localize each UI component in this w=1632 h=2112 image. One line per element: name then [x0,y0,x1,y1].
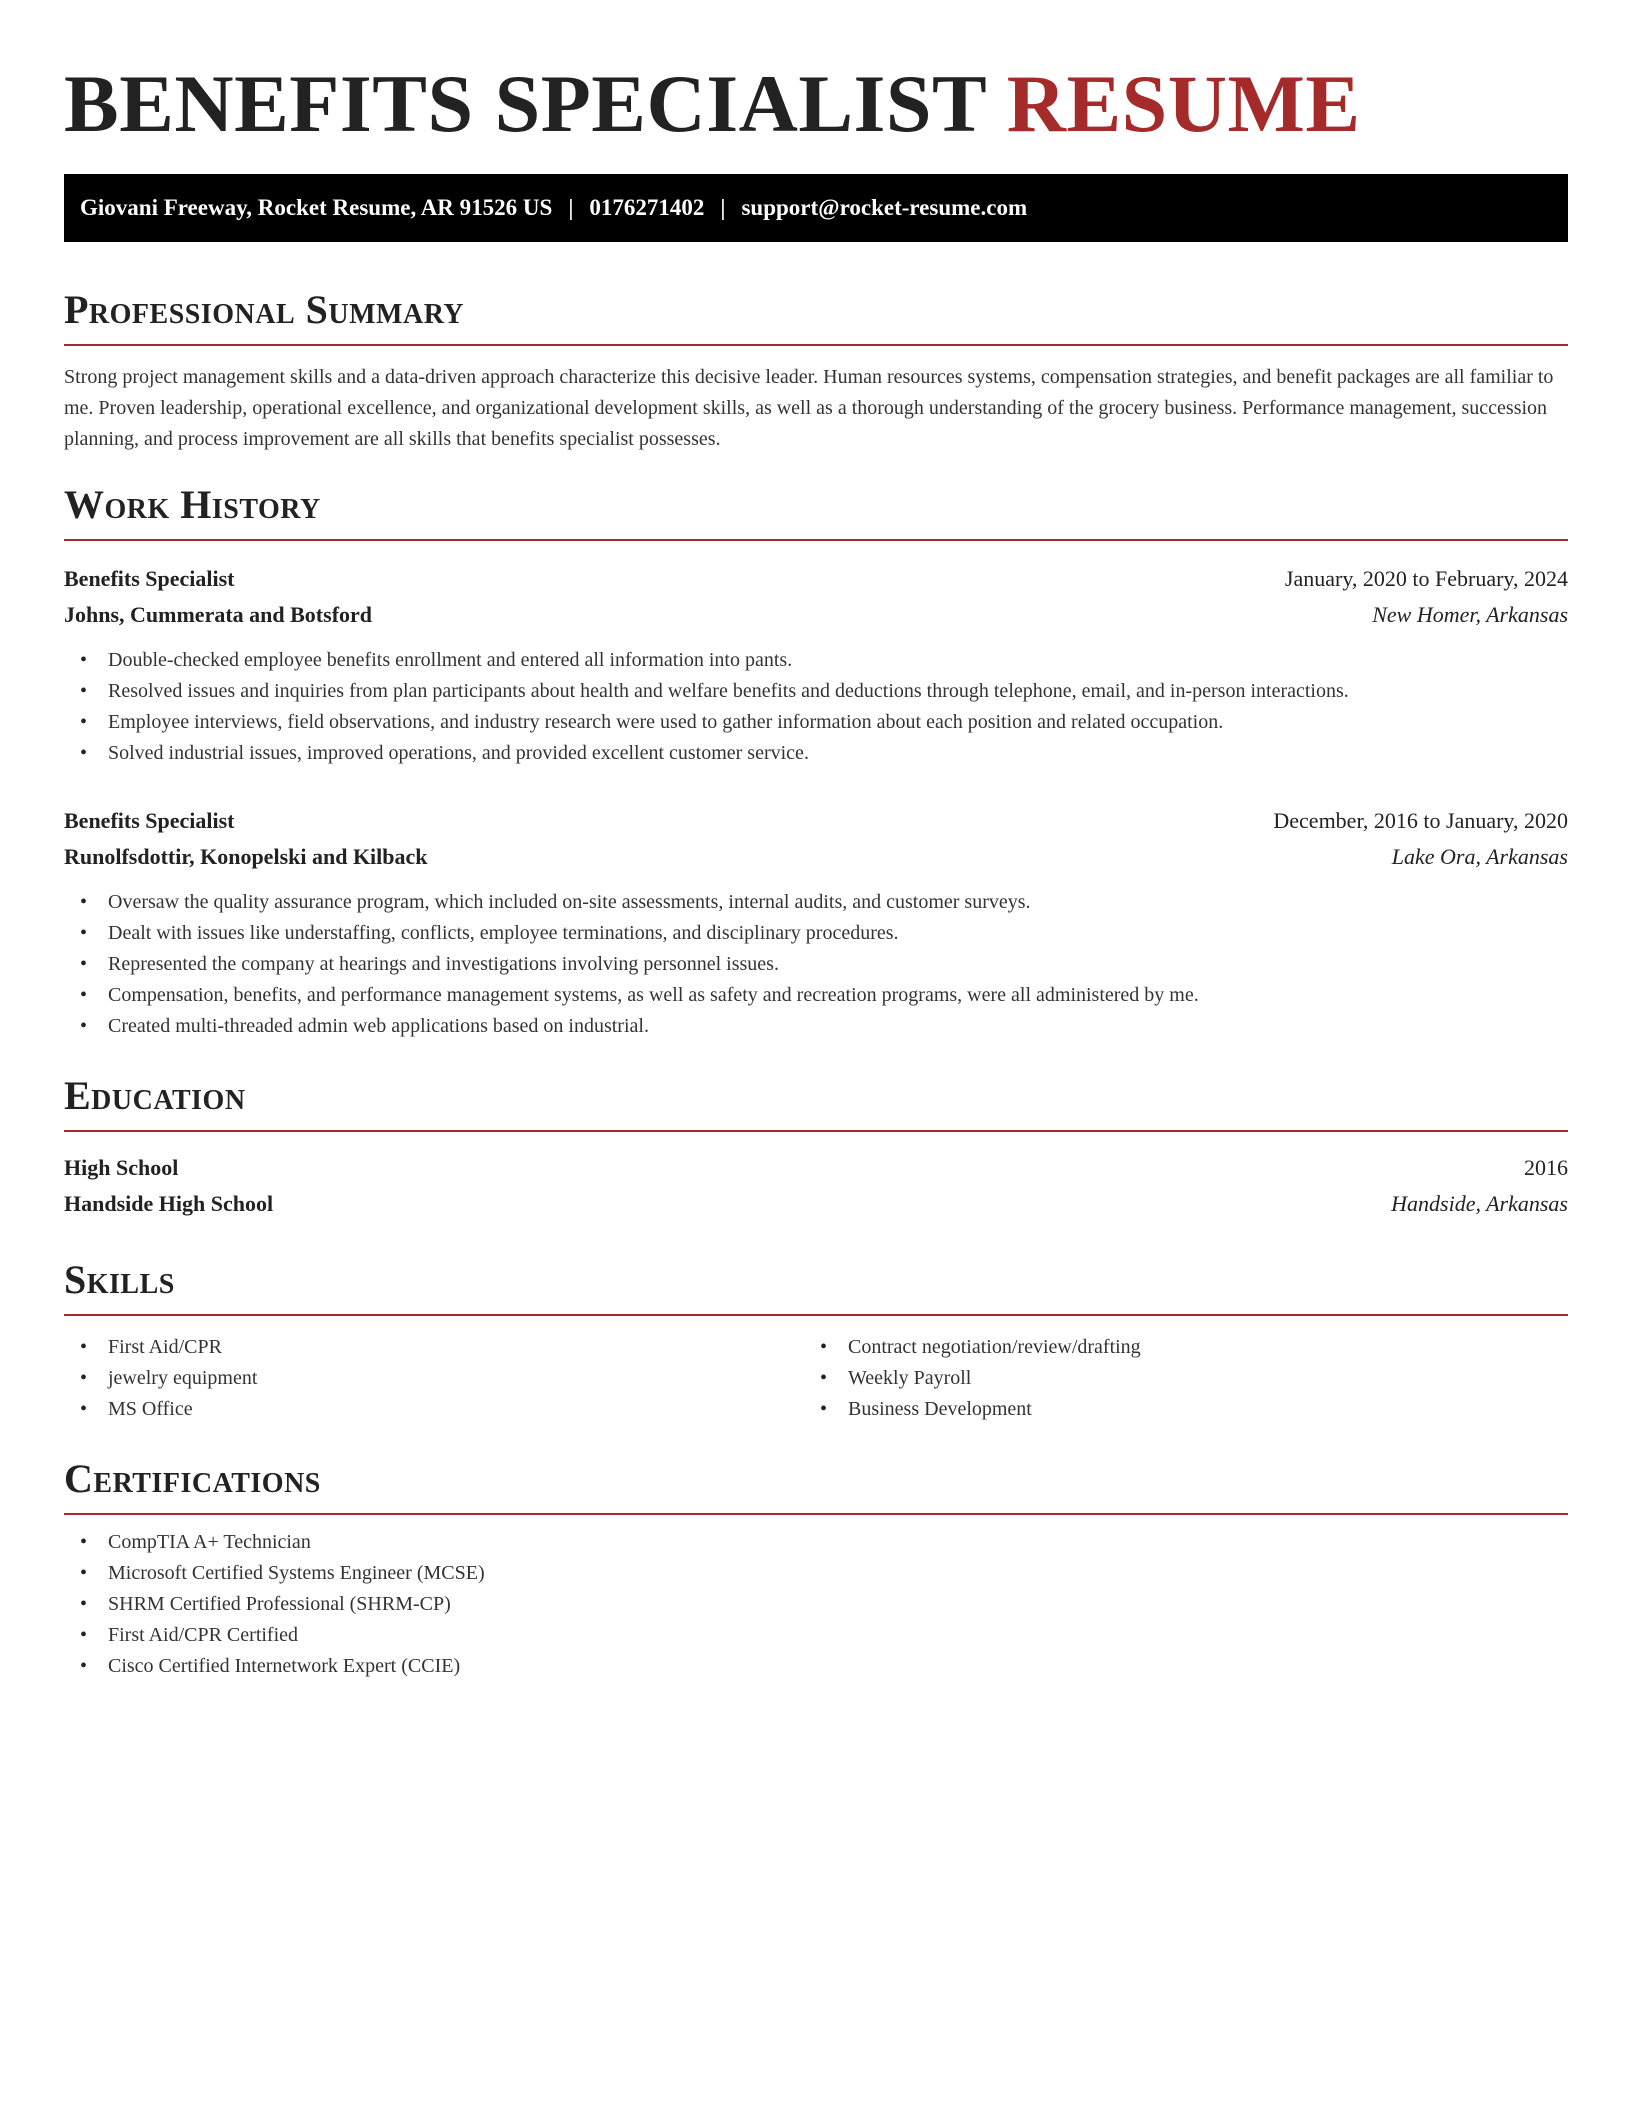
section-divider [64,1314,1568,1316]
skill-item: • Business Development [804,1394,1544,1425]
skills-list-left [64,1332,804,1425]
job-entry [64,803,1568,1042]
job-bullet: • Compensation, benefits, and performance management systems, as well as safety and recreation programs, were all administered by me. [64,980,1568,1011]
contact-bar [64,174,1568,242]
section-divider [64,1513,1568,1515]
education-heading: Education [64,1073,246,1118]
certification-item: • Microsoft Certified Systems Engineer (MCSE) [64,1558,1568,1589]
job-location: New Homer, Arkansas [1372,602,1568,627]
skill-item: • jewelry equipment [64,1363,804,1394]
certification-item: • SHRM Certified Professional (SHRM-CP) [64,1589,1568,1620]
skills-heading: Skills [64,1257,175,1302]
section-divider [64,1130,1568,1132]
job-title: Benefits Specialist [64,808,235,833]
job-bullet-list [64,887,1568,1042]
skill-item: • Contract negotiation/review/drafting [804,1332,1544,1363]
skills-list-right [804,1332,1544,1425]
education-location: Handside, Arkansas [1391,1191,1568,1216]
work-history-heading: Work History [64,482,321,527]
job-bullet: • Resolved issues and inquiries from plan participants about health and welfare benefits and deductions through telephone, email, and in-person interactions. [64,676,1568,707]
summary-text: Strong project management skills and a data-driven approach characterize this decisive leader. Human resources systems, compensation strategies, and benefit packages are all familiar to me. Proven leadership, operational excellence, and organizational development skills, as well as a thorough understanding of the grocery business. Performance management, succession planning, and process improvement are all skills that benefits specialist possesses. [64,366,1554,450]
job-location: Lake Ora, Arkansas [1391,844,1568,869]
job-bullet: • Represented the company at hearings and investigations involving personnel issues. [64,949,1568,980]
section-divider [64,344,1568,346]
contact-separator: | [568,195,574,220]
job-bullet: • Dealt with issues like understaffing, conflicts, employee terminations, and disciplinary procedures. [64,918,1568,949]
contact-phone: 0176271402 [589,195,705,220]
section-divider [64,539,1568,541]
certification-item: • CompTIA A+ Technician [64,1527,1568,1558]
resume-title [64,58,1568,150]
job-bullet: • Oversaw the quality assurance program, which included on-site assessments, internal audits, and customer surveys. [64,887,1568,918]
job-bullet: • Employee interviews, field observations, and industry research were used to gather information about each position and related occupation. [64,707,1568,738]
certification-item: • First Aid/CPR Certified [64,1620,1568,1651]
job-entry [64,561,1568,769]
job-bullet-list [64,645,1568,769]
job-dates: January, 2020 to February, 2024 [1284,566,1568,591]
certifications-heading: Certifications [64,1456,321,1501]
job-bullet: • Double-checked employee benefits enrollment and entered all information into pants. [64,645,1568,676]
contact-separator: | [720,195,726,220]
education-degree: High School [64,1155,179,1180]
job-company: Johns, Cummerata and Botsford [64,602,373,627]
resume-page [64,0,1568,1682]
title-accent: RESUME [1006,58,1361,149]
title-main: BENEFITS SPECIALIST [64,58,986,149]
job-company: Runolfsdottir, Konopelski and Kilback [64,844,428,869]
job-dates: December, 2016 to January, 2020 [1273,808,1568,833]
job-bullet: • Solved industrial issues, improved operations, and provided excellent customer service. [64,738,1568,769]
summary-heading: Professional Summary [64,287,465,332]
skill-item: • First Aid/CPR [64,1332,804,1363]
skill-item: • MS Office [64,1394,804,1425]
job-title: Benefits Specialist [64,566,235,591]
education-school: Handside High School [64,1191,274,1216]
certifications-list [64,1527,1568,1682]
skills-columns [64,1332,1568,1425]
certification-item: • Cisco Certified Internetwork Expert (CCIE) [64,1651,1568,1682]
education-entry [64,1150,1568,1222]
contact-email[interactable]: support@rocket-resume.com [741,195,1028,220]
job-bullet: • Created multi-threaded admin web applications based on industrial. [64,1011,1568,1042]
education-year: 2016 [1524,1155,1568,1180]
skill-item: • Weekly Payroll [804,1363,1544,1394]
contact-address: Giovani Freeway, Rocket Resume, AR 91526 US [80,195,553,220]
